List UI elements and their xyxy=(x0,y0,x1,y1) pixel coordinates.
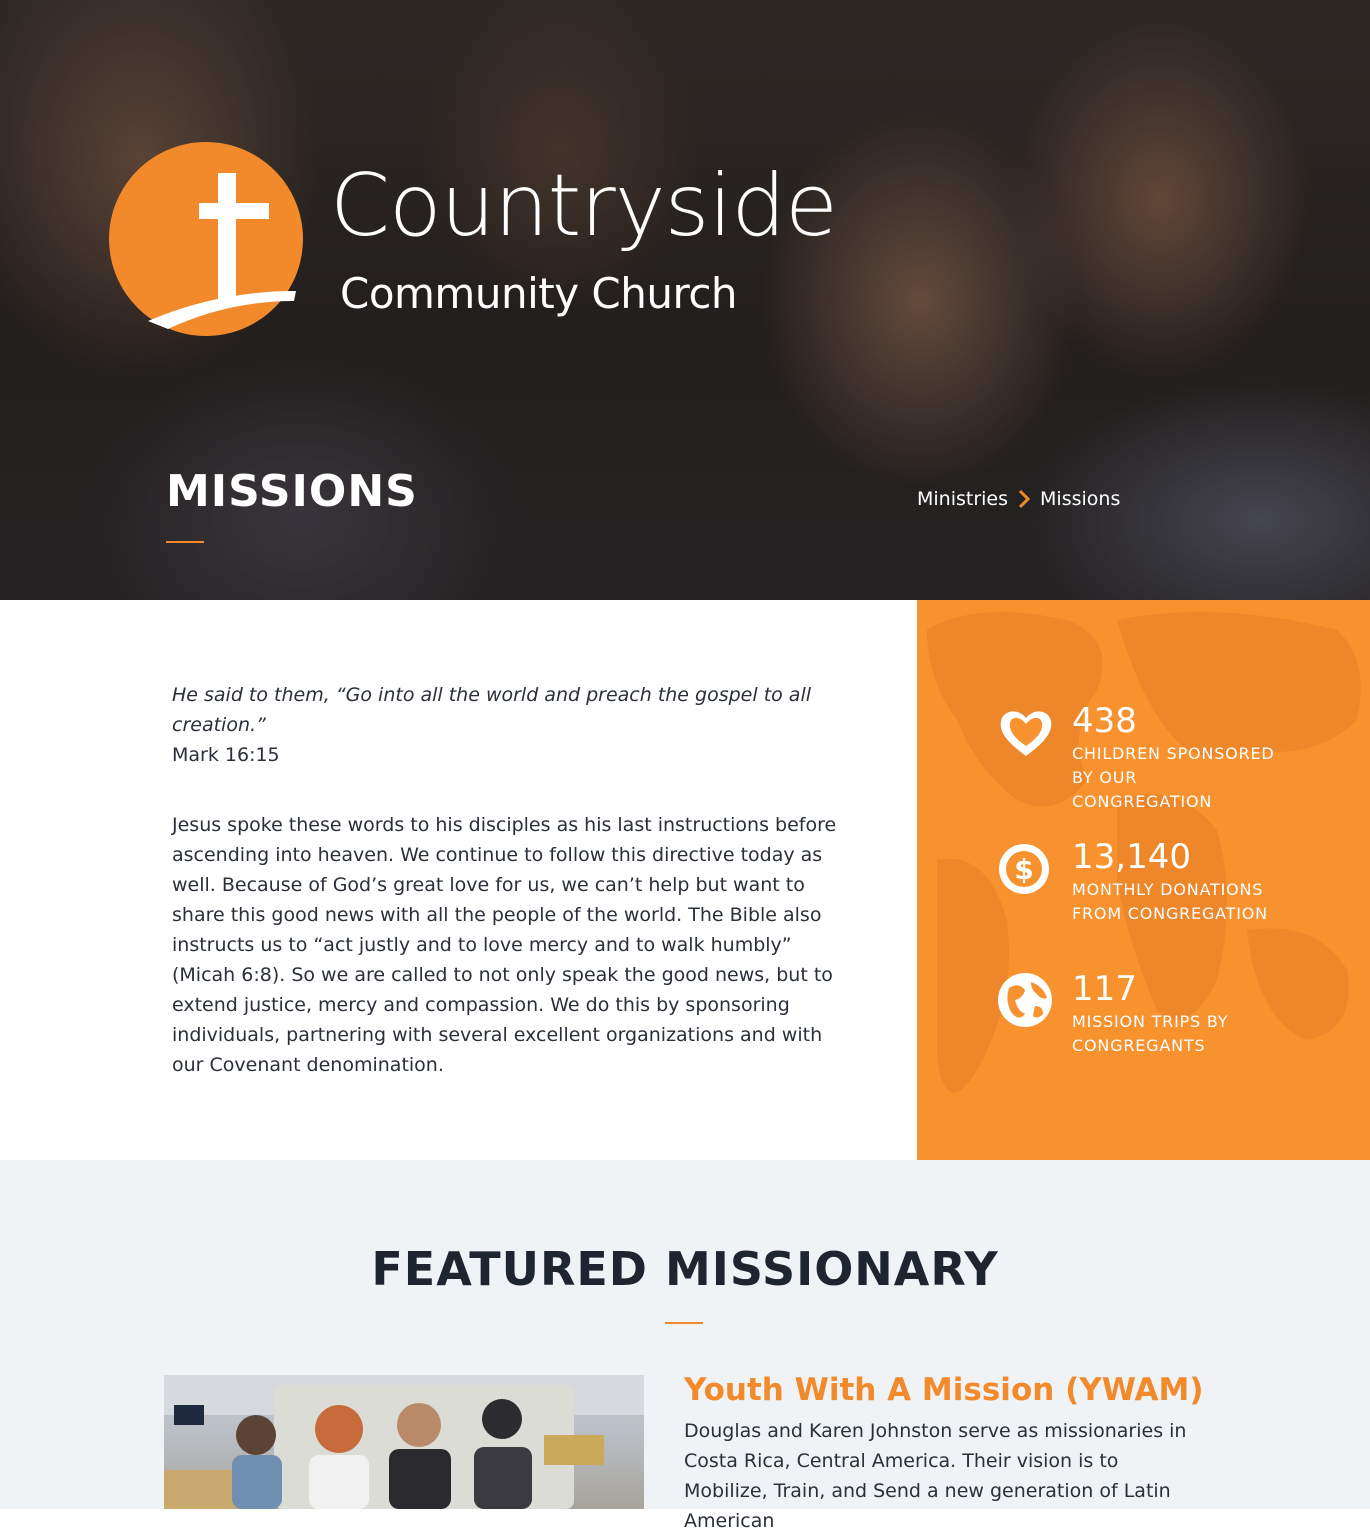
heart-icon xyxy=(997,704,1055,762)
mission-organization-name[interactable]: Youth With A Mission (YWAM) xyxy=(684,1372,1204,1408)
stat-label: MISSION TRIPS BY CONGREGANTS xyxy=(1072,1012,1229,1055)
featured-missionary-section xyxy=(0,1160,1370,1532)
breadcrumb-item-missions: Missions xyxy=(1040,488,1121,510)
section-divider xyxy=(665,1322,703,1324)
cross-logo-icon xyxy=(108,141,304,337)
scripture-reference: Mark 16:15 xyxy=(172,744,280,766)
hero-banner xyxy=(0,0,1370,600)
stat-number: 438 xyxy=(1072,701,1137,741)
section-title: FEATURED MISSIONARY xyxy=(371,1242,999,1296)
svg-text:$: $ xyxy=(1014,853,1034,886)
mission-description: Douglas and Karen Johnston serve as missionaries in Costa Rica, Central America. Their vision is to Mobilize, Train, and Send a new generation of Latin American xyxy=(684,1420,1187,1532)
stats-panel xyxy=(917,600,1370,1160)
stat-label: MONTHLY DONATIONS FROM CONGREGATION xyxy=(1072,880,1268,923)
breadcrumb-item-ministries[interactable]: Ministries xyxy=(917,488,1009,510)
logo-subtitle: Community Church xyxy=(340,269,738,318)
dollar-icon xyxy=(997,840,1055,898)
globe-icon xyxy=(997,972,1055,1030)
intro-body-text: Jesus spoke these words to his disciples as his last instructions before ascending into heaven. We continue to follow this directive today as well. Because of God’s great love for us, we can’t help but want to share this good news with all the people of the world. The Bible also instructs us to “act justly and to love mercy and to walk humbly” (Micah 6:8). So we are called to not only speak the good news, but to extend justice, mercy and compassion. We do this by sponsoring individuals, partnering with several excellent organizations and with our Covenant denomination. xyxy=(172,814,837,1076)
stat-label: CHILDREN SPONSORED BY OUR CONGREGATION xyxy=(1072,744,1275,811)
church-logo[interactable] xyxy=(108,141,848,341)
breadcrumb xyxy=(917,488,1120,510)
stat-number: 117 xyxy=(1072,969,1137,1009)
chevron-right-icon xyxy=(1018,489,1030,509)
stat-number: 13,140 xyxy=(1072,837,1191,877)
page-title: MISSIONS xyxy=(166,466,418,517)
title-divider xyxy=(166,541,204,543)
scripture-quote: He said to them, “Go into all the world and preach the gospel to all creation.” xyxy=(172,684,812,736)
missionary-family-photo xyxy=(164,1375,644,1509)
logo-title: Countryside xyxy=(330,156,837,256)
